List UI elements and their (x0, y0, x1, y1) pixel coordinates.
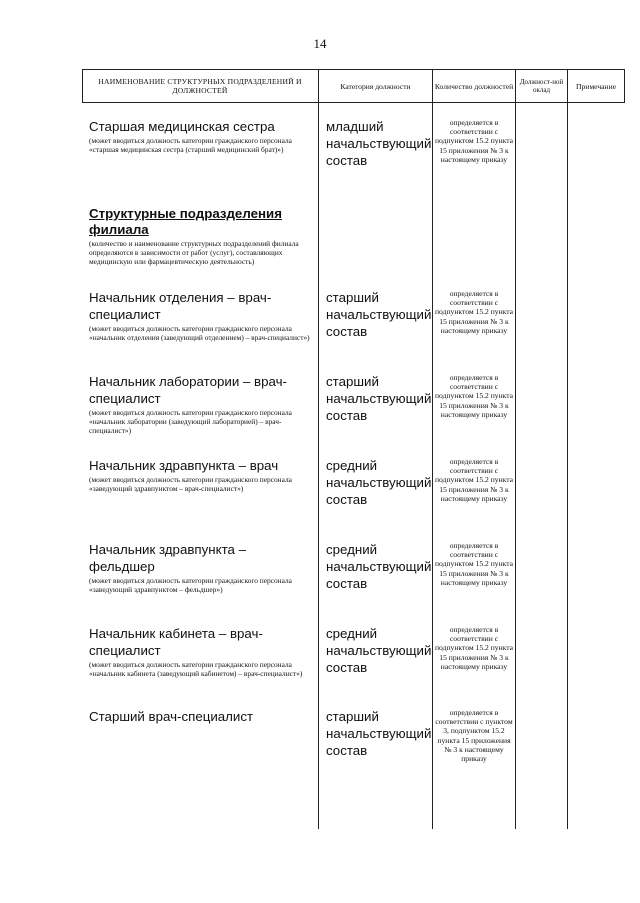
position-title: Старший врач-специалист (89, 709, 254, 724)
position-category: старший начальствующий состав (326, 290, 432, 339)
position-count: определяется в соответствии с подпунктом 15.2 пункта 15 приложения № 3 к настоящему приказу (434, 541, 514, 587)
position-title: Начальник кабинета – врач-специалист (89, 626, 263, 658)
position-note: (может вводиться должность категории гражданского персонала «начальник кабинета (заведующий кабинетом) – врач-специалист») (89, 660, 303, 678)
position-note: (может вводиться должность категории гражданского персонала «заведующий здравпунктом – врач-специалист») (89, 475, 292, 493)
position-note: (может вводиться должность категории гражданского персонала «начальник лаборатории (заведующий лабораторией) – врач-специалист») (89, 408, 292, 435)
section-title: Структурные подразделения филиала (89, 206, 282, 237)
section-note: (количество и наименование структурных подразделений филиала определяются в зависимости от работ (услуг), составляющих медицинскую или фармацевтическую деятельность) (89, 239, 299, 266)
position-category: средний начальствующий состав (326, 458, 432, 507)
header-salary: Должност-ной оклад (519, 78, 564, 94)
header-count: Количество должностей (434, 81, 514, 91)
position-category: младший начальствующий состав (326, 119, 432, 168)
column-divider-note (567, 69, 568, 829)
position-title: Начальник лаборатории – врач-специалист (89, 374, 287, 406)
column-divider-category (318, 69, 319, 829)
table-right-border (624, 69, 625, 103)
header-category: Категория должности (340, 81, 411, 91)
position-category: старший начальствующий состав (326, 374, 432, 423)
table-header-border (82, 102, 624, 103)
position-count: определяется в соответствии с подпунктом 15.2 пункта 15 приложения № 3 к настоящему приказу (434, 457, 514, 503)
page-number: 14 (313, 36, 327, 51)
position-category: старший начальствующий состав (326, 709, 432, 758)
position-title: Начальник здравпункта – фельдшер (89, 542, 246, 574)
position-category: средний начальствующий состав (326, 542, 432, 591)
header-name: НАИМЕНОВАНИЕ СТРУКТУРНЫХ ПОДРАЗДЕЛЕНИЙ И ДОЛЖНОСТЕЙ (98, 77, 302, 95)
position-count: определяется в соответствии с подпунктом 15.2 пункта 15 приложения № 3 к настоящему приказу (434, 289, 514, 335)
column-divider-salary (515, 69, 516, 829)
position-note: (может вводиться должность категории гражданского персонала «заведующий здравпунктом – фельдшер») (89, 576, 292, 594)
position-count: определяется в соответствии с подпунктом 15.2 пункта 15 приложения № 3 к настоящему приказу (434, 118, 514, 164)
position-title: Начальник здравпункта – врач (89, 458, 279, 473)
position-category: средний начальствующий состав (326, 626, 432, 675)
position-count: определяется в соответствии с пунктом 3, подпунктом 15.2 пункта 15 приложения № 3 к настоящему приказу (435, 708, 513, 764)
position-count: определяется в соответствии с подпунктом 15.2 пункта 15 приложения № 3 к настоящему приказу (434, 625, 514, 671)
position-count: определяется в соответствии с подпунктом 15.2 пункта 15 приложения № 3 к настоящему приказу (434, 373, 514, 419)
position-note: (может вводиться должность категории гражданского персонала «старшая медицинская сестра (старший медицинский брат)») (89, 136, 292, 154)
position-title: Начальник отделения – врач-специалист (89, 290, 272, 322)
position-title: Старшая медицинская сестра (89, 119, 275, 134)
header-note: Примечание (575, 81, 617, 91)
position-note: (может вводиться должность категории гражданского персонала «начальник отделения (заведующий отделением) – врач-специалист») (89, 324, 310, 342)
